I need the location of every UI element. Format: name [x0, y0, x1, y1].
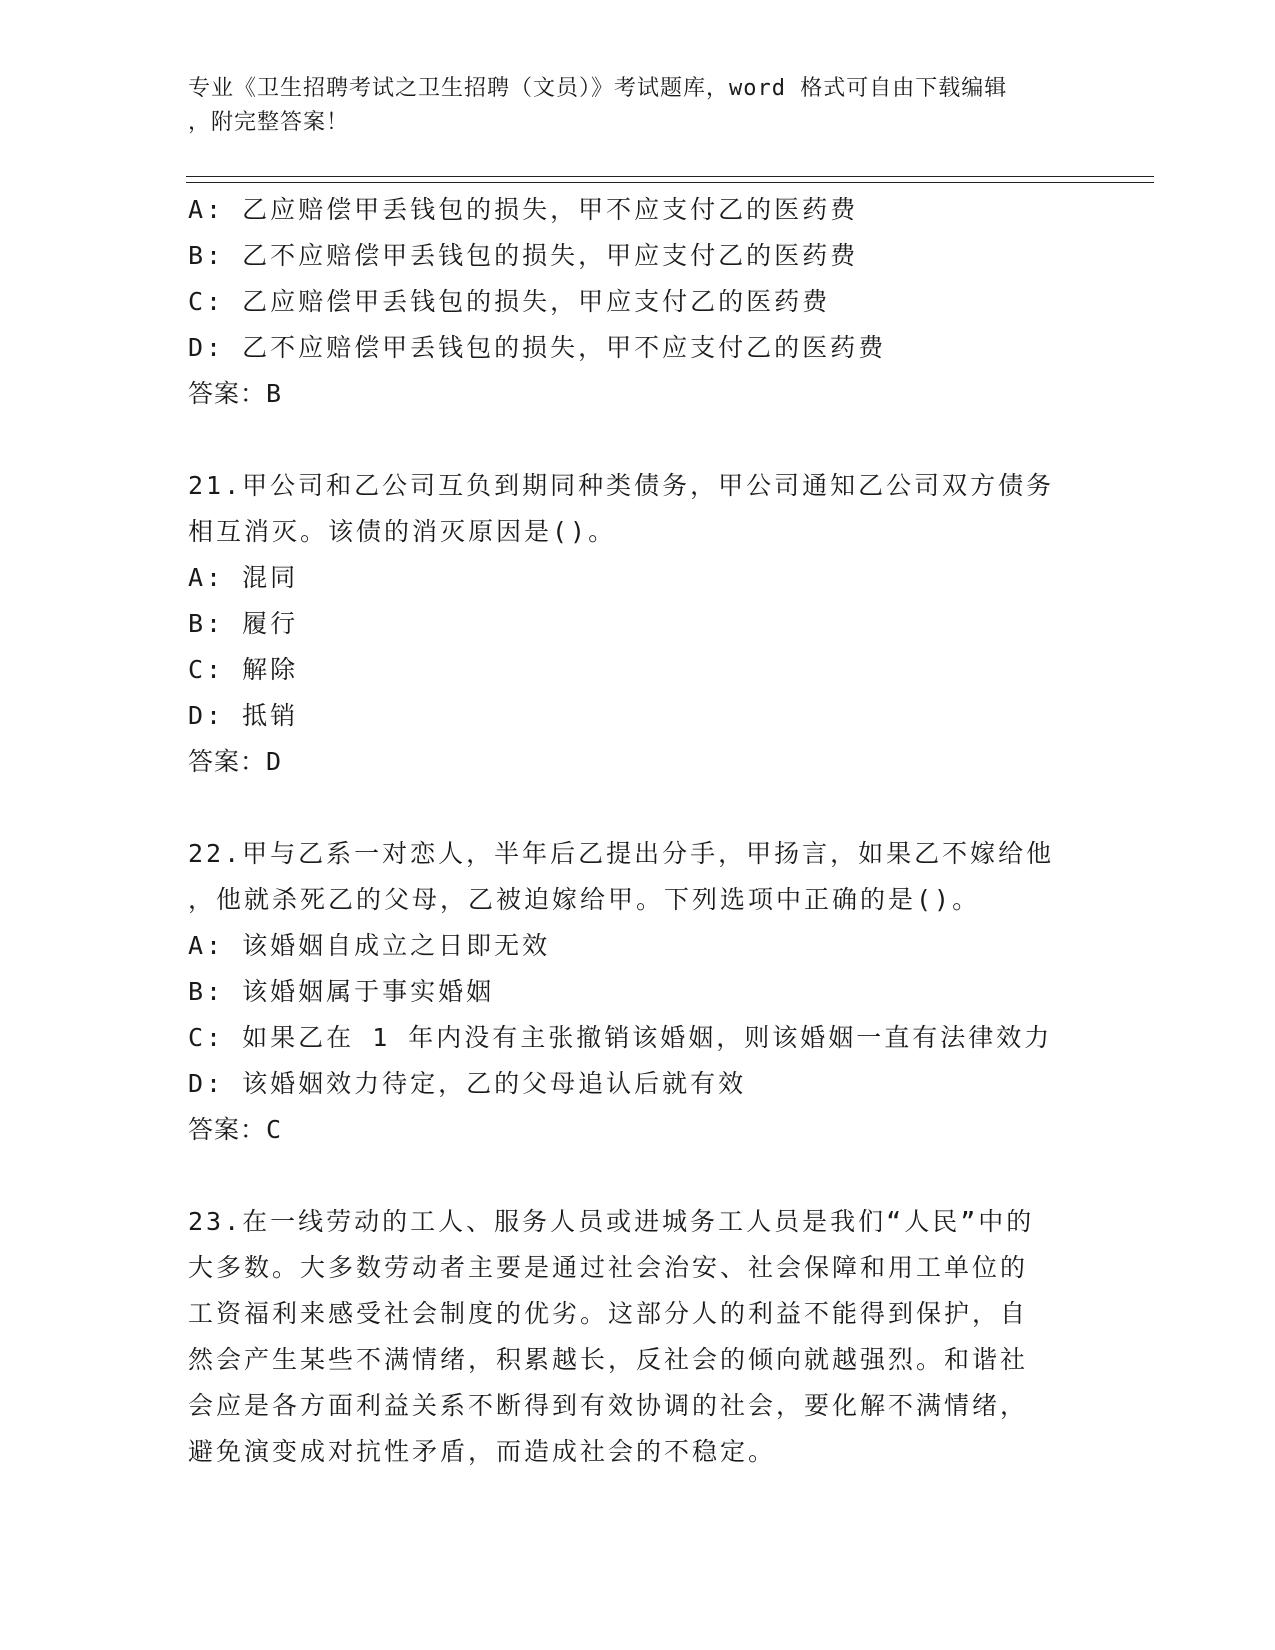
question-stem-line: 然会产生某些不满情绪，积累越长，反社会的倾向就越强烈。和谐社 [188, 1345, 1029, 1374]
option-c: C: 乙应赔偿甲丢钱包的损失，甲应支付乙的医药费 [188, 287, 831, 316]
answer-line: 答案：D [188, 747, 283, 776]
question-23 [188, 1199, 1088, 1475]
header-line-2: ，附完整答案！ [188, 110, 350, 135]
option-b: B: 乙不应赔偿甲丢钱包的损失，甲应支付乙的医药费 [188, 241, 859, 270]
option-c: C: 如果乙在 1 年内没有主张撤销该婚姻，则该婚姻一直有法律效力 [188, 1023, 1053, 1052]
question-stem-line: ，他就杀死乙的父母，乙被迫嫁给甲。下列选项中正确的是()。 [188, 885, 981, 914]
option-d: D: 抵销 [188, 701, 299, 730]
question-stem-line: 避免演变成对抗性矛盾，而造成社会的不稳定。 [188, 1437, 777, 1466]
header-line-1: 专业《卫生招聘考试之卫生招聘（文员）》考试题库，word 格式可自由下载编辑 [188, 76, 1008, 101]
question-22 [188, 831, 1088, 1153]
option-c: C: 解除 [188, 655, 299, 684]
option-a: A: 乙应赔偿甲丢钱包的损失，甲不应支付乙的医药费 [188, 195, 859, 224]
spacer [188, 785, 1088, 831]
question-stem-line: 会应是各方面利益关系不断得到有效协调的社会，要化解不满情绪， [188, 1391, 1029, 1420]
question-21 [188, 463, 1088, 785]
answer-line: 答案：B [188, 379, 283, 408]
question-stem-line: 22.甲与乙系一对恋人，半年后乙提出分手，甲扬言，如果乙不嫁给他 [188, 839, 1055, 868]
question-stem-line: 大多数。大多数劳动者主要是通过社会治安、社会保障和用工单位的 [188, 1253, 1029, 1282]
question-stem-line: 23.在一线劳动的工人、服务人员或进城务工人员是我们“人民”中的 [188, 1207, 1035, 1236]
option-d: D: 该婚姻效力待定，乙的父母追认后就有效 [188, 1069, 747, 1098]
option-a: A: 混同 [188, 563, 299, 592]
option-b: B: 该婚姻属于事实婚姻 [188, 977, 495, 1006]
spacer [188, 417, 1088, 463]
option-d: D: 乙不应赔偿甲丢钱包的损失，甲不应支付乙的医药费 [188, 333, 887, 362]
question-stem-line: 相互消灭。该债的消灭原因是()。 [188, 517, 617, 546]
document-header [188, 72, 1088, 140]
header-divider [186, 176, 1154, 183]
spacer [188, 1153, 1088, 1199]
question-stem-line: 工资福利来感受社会制度的优劣。这部分人的利益不能得到保护，自 [188, 1299, 1029, 1328]
question-stem-line: 21.甲公司和乙公司互负到期同种类债务，甲公司通知乙公司双方债务 [188, 471, 1055, 500]
option-a: A: 该婚姻自成立之日即无效 [188, 931, 551, 960]
answer-line: 答案：C [188, 1115, 283, 1144]
option-b: B: 履行 [188, 609, 299, 638]
question-list [188, 187, 1088, 1475]
question-20-block [188, 187, 1088, 417]
